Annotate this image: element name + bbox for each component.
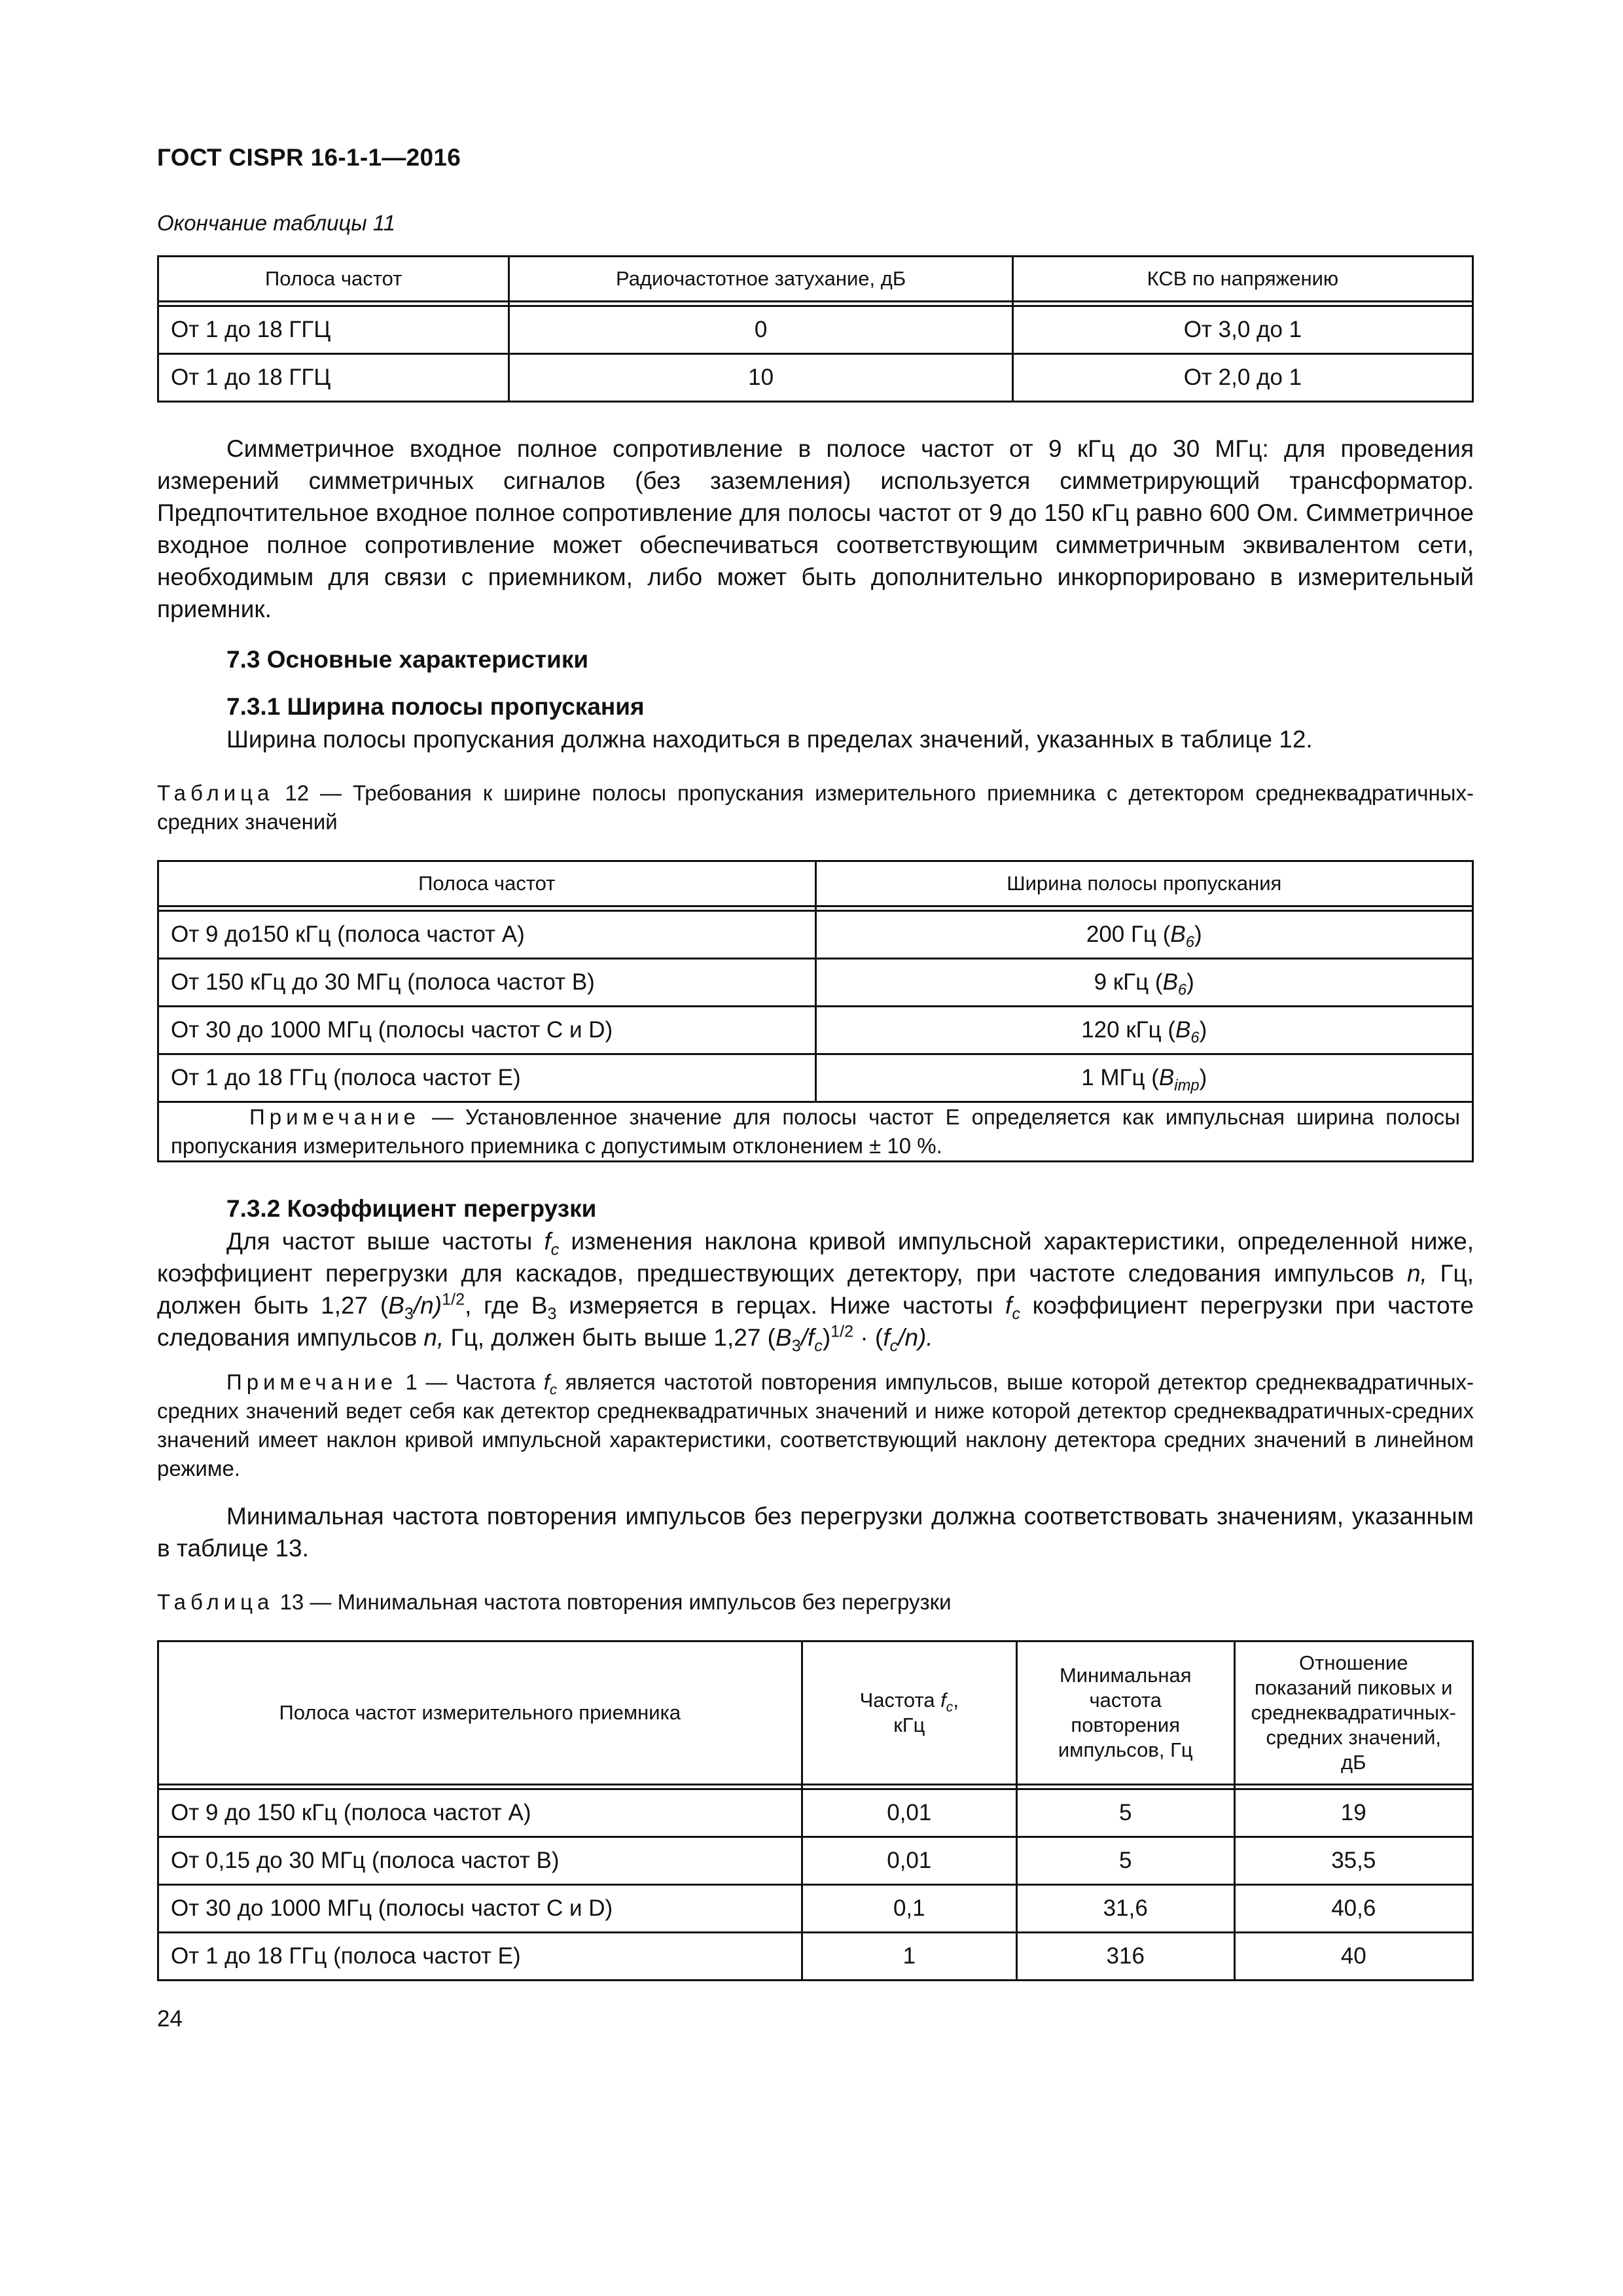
table-label: Таблица: [157, 1590, 274, 1614]
note-1: Примечание 1 — Частота $f_c$ является частотой повторения импульсов, выше которой детектор среднеквадратичных-средних значений ведет себя как детектор среднеквадратичных значений и ниже которой детектор среднеквадратичных-средних значений имеет наклон кривой импульсной характеристики, соответствующий наклону детектора средних значений в линейном режиме.: [157, 1370, 1474, 1480]
table-caption-text: 12 — Требования к ширине полосы пропускания измерительного приемника с детектором среднеквадратичных-средних значений: [157, 781, 1474, 834]
section-heading-7-3: 7.3 Основные характеристики: [226, 646, 589, 673]
table-cell: 316: [1016, 1933, 1234, 1981]
paragraph-bandwidth: Ширина полосы пропускания должна находиться в пределах значений, указанных в таблице 12.: [226, 726, 1313, 753]
table-cell: 31,6: [1016, 1885, 1234, 1933]
table-cell: От 1 до 18 ГГц (полоса частот Е): [158, 1054, 816, 1102]
table-cell: От 150 кГц до 30 МГц (полоса частот В): [158, 959, 816, 1007]
page-number: 24: [157, 2006, 183, 2032]
table-note-row: [158, 1102, 1473, 1162]
section-heading-7-3-1: 7.3.1 Ширина полосы пропускания: [226, 693, 645, 720]
table-header: Радиочастотное затухание, дБ: [509, 257, 1012, 302]
table-row: [158, 1933, 1473, 1981]
table-row: [158, 306, 1473, 354]
document-page: [157, 144, 1474, 2032]
table-cell: 1 МГц $(B_{imp})$: [815, 1054, 1473, 1102]
table-row: [158, 911, 1473, 959]
table-cell: 40,6: [1234, 1885, 1472, 1933]
table-cell: 5: [1016, 1789, 1234, 1837]
table-cell: 35,5: [1234, 1837, 1472, 1885]
table-cell: 0,1: [802, 1885, 1016, 1933]
table-cell: От 0,15 до 30 МГц (полоса частот В): [158, 1837, 802, 1885]
table-cell: От 1 до 18 ГГЦ: [158, 306, 509, 354]
paragraph-symmetric-impedance: Симметричное входное полное сопротивление в полосе частот от 9 кГц до 30 МГц: для проведения измерений симметричных сигналов (без заземления) используется симметрирующий трансформатор. Предпочтительное входное полное сопротивление для полосы частот от 9 до 150 кГц равно 600 Ом. Симметричное входное полное сопротивление может обеспечиваться соответствующим симметричным эквивалентом сети, необходимым для связи с приемником, либо может быть дополнительно инкорпорировано в измерительный приемник.: [157, 435, 1474, 622]
table-row: [158, 1054, 1473, 1102]
table-cell: 0,01: [802, 1837, 1016, 1885]
table-cell: От 9 до 150 кГц (полоса частот А): [158, 1789, 802, 1837]
paragraph-min-frequency: Минимальная частота повторения импульсов без перегрузки должна соответствовать значениям, указанным в таблице 13.: [157, 1503, 1474, 1562]
table-header: Ширина полосы пропускания: [815, 861, 1473, 906]
table-header: Полоса частот: [158, 861, 816, 906]
table13-caption: [157, 1588, 1474, 1617]
document-header: ГОСТ CISPR 16-1-1—2016: [157, 144, 461, 171]
table-row: [158, 1885, 1473, 1933]
table-cell: От 30 до 1000 МГц (полосы частот С и D): [158, 1007, 816, 1054]
table-note: Примечание — Установленное значение для полосы частот Е определяется как импульсная ширина полосы пропускания измерительного приемника с допустимым отклонением ± 10 %.: [158, 1102, 1473, 1162]
table-row: [158, 1837, 1473, 1885]
table-cell: 1: [802, 1933, 1016, 1981]
table-header: КСВ по напряжению: [1012, 257, 1472, 302]
table-cell: 40: [1234, 1933, 1472, 1981]
table-12: [157, 860, 1474, 1162]
table-cell: От 2,0 до 1: [1012, 354, 1472, 402]
table-header: Минимальная частота повторения импульсов, Гц: [1016, 1641, 1234, 1785]
table-13: [157, 1640, 1474, 1981]
table-row: [158, 1789, 1473, 1837]
table-header: Отношение показаний пиковых и среднеквадратичных-средних значений, дБ: [1234, 1641, 1472, 1785]
table-label: Таблица: [157, 781, 274, 805]
table-cell: От 9 до150 кГц (полоса частот А): [158, 911, 816, 959]
table-cell: От 1 до 18 ГГЦ: [158, 354, 509, 402]
table-cell: 120 кГц $(B_6)$: [815, 1007, 1473, 1054]
table-row: [158, 354, 1473, 402]
table-row: [158, 1007, 1473, 1054]
paragraph-overload: Для частот выше частоты $f_c$ изменения наклона кривой импульсной характеристики, определенной ниже, коэффициент перегрузки для каскадов, предшествующих детектору, при частоте следования импульсов n, Гц, должен быть 1,27 $(B_3/n)^{1/2}$, где $B_3$ измеряется в герцах. Ниже частоты $f_c$ коэффициент перегрузки при частоте следования импульсов n, Гц, должен быть выше 1,27 $(B_3/f_c)^{1/2} \cdot (f_c/n)$.: [157, 1228, 1474, 1355]
table-cell: От 1 до 18 ГГц (полоса частот Е): [158, 1933, 802, 1981]
table-cell: От 3,0 до 1: [1012, 306, 1472, 354]
table-cell: 0: [509, 306, 1012, 354]
table-cell: 200 Гц $(B_6)$: [815, 911, 1473, 959]
table-header: Частота $f_c$, кГц: [802, 1641, 1016, 1785]
table12-caption: [157, 779, 1474, 836]
table-cell: 0,01: [802, 1789, 1016, 1837]
table-cell: 5: [1016, 1837, 1234, 1885]
table-cell: 19: [1234, 1789, 1472, 1837]
table-header: Полоса частот: [158, 257, 509, 302]
table-cell: 9 кГц $(B_6)$: [815, 959, 1473, 1007]
table-11: [157, 255, 1474, 403]
table-row: [158, 959, 1473, 1007]
table-caption-text: 13 — Минимальная частота повторения импульсов без перегрузки: [279, 1590, 952, 1614]
table-cell: От 30 до 1000 МГц (полосы частот С и D): [158, 1885, 802, 1933]
table-cell: 10: [509, 354, 1012, 402]
section-heading-7-3-2: 7.3.2 Коэффициент перегрузки: [226, 1195, 597, 1222]
table-header: Полоса частот измерительного приемника: [158, 1641, 802, 1785]
table11-caption: Окончание таблицы 11: [157, 211, 396, 235]
